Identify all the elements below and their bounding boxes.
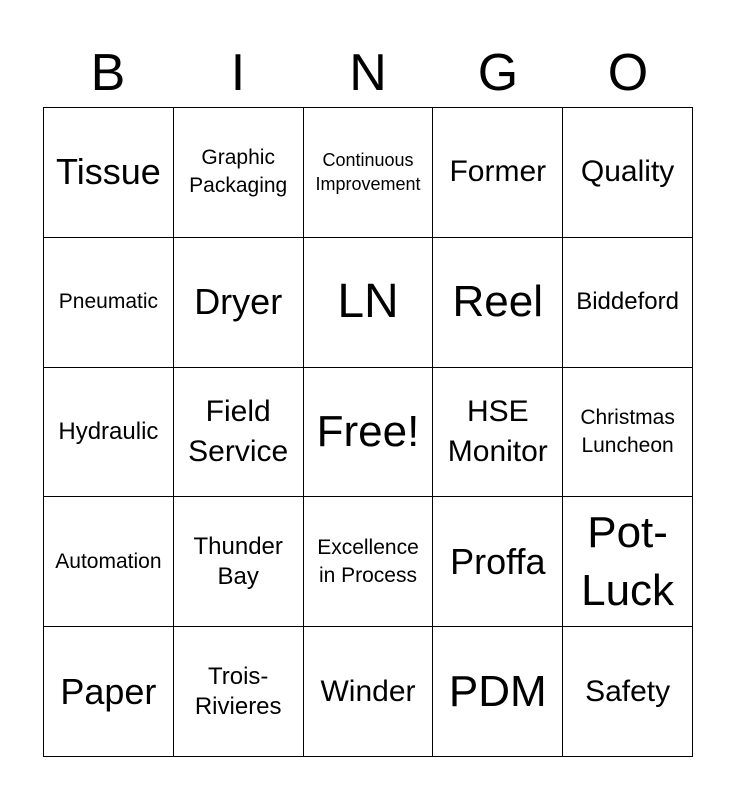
cell-label: Excellence in Process [317,535,419,587]
bingo-cell-r2-c5[interactable] [563,238,693,368]
cell-label: Tissue [56,151,161,193]
cell-label: Hydraulic [58,417,159,445]
cell-label: Former [449,155,547,189]
bingo-cell-r2-c2[interactable] [174,238,304,368]
cell-label: Pneumatic [58,290,158,314]
cell-label: Continuous Improvement [315,150,421,195]
cell-label: Reel [452,277,544,327]
header-letter-i: I [230,44,246,102]
bingo-cell-r4-c4[interactable] [433,497,563,627]
cell-label: Trois- Rivieres [194,662,282,720]
cell-label: Biddeford [576,288,679,316]
bingo-board [43,107,693,757]
header-letter-n: N [349,44,387,102]
bingo-cell-r2-c4[interactable] [433,238,563,368]
bingo-cell-r4-c2[interactable] [174,497,304,627]
cell-label: Graphic Packaging [189,146,288,198]
cell-label: Free! [316,406,420,456]
bingo-cell-r2-c1[interactable] [44,238,174,368]
bingo-cell-r3-c4[interactable] [433,368,563,498]
bingo-cell-r1-c1[interactable] [44,108,174,238]
bingo-cell-r2-c3[interactable] [304,238,434,368]
bingo-cell-r4-c3[interactable] [304,497,434,627]
cell-label: LN [337,275,399,329]
cell-label: Field Service [188,394,289,468]
cell-label: Paper [60,670,157,712]
cell-label: HSE Monitor [447,394,548,468]
cell-label: Winder [320,674,416,708]
cell-label: Safety [585,674,671,708]
header-letter-g: G [477,44,519,102]
bingo-cell-r4-c1[interactable] [44,497,174,627]
cell-label: Dryer [194,281,283,323]
cell-label: Quality [580,155,675,189]
bingo-cell-r3-c1[interactable] [44,368,174,498]
bingo-cell-r5-c3[interactable] [304,627,434,757]
bingo-cell-r3-c5[interactable] [563,368,693,498]
bingo-cell-r1-c3[interactable] [304,108,434,238]
cell-label: Thunder Bay [193,532,283,590]
bingo-cell-r5-c4[interactable] [433,627,563,757]
bingo-cell-r5-c5[interactable] [563,627,693,757]
cell-label: Christmas Luncheon [580,405,675,457]
bingo-cell-r5-c1[interactable] [44,627,174,757]
bingo-cell-r4-c5[interactable] [563,497,693,627]
bingo-cell-r1-c4[interactable] [433,108,563,238]
bingo-header [43,40,693,106]
header-letter-b: B [90,44,126,102]
cell-label: Automation [55,549,162,573]
bingo-cell-r1-c5[interactable] [563,108,693,238]
cell-label: Proffa [450,540,546,582]
bingo-cell-r3-c2[interactable] [174,368,304,498]
header-letter-o: O [607,44,649,102]
bingo-cell-r1-c2[interactable] [174,108,304,238]
bingo-cell-r5-c2[interactable] [174,627,304,757]
cell-label: PDM [448,666,547,716]
cell-label: Pot- Luck [581,507,675,615]
bingo-cell-r3-c3[interactable] [304,368,434,498]
